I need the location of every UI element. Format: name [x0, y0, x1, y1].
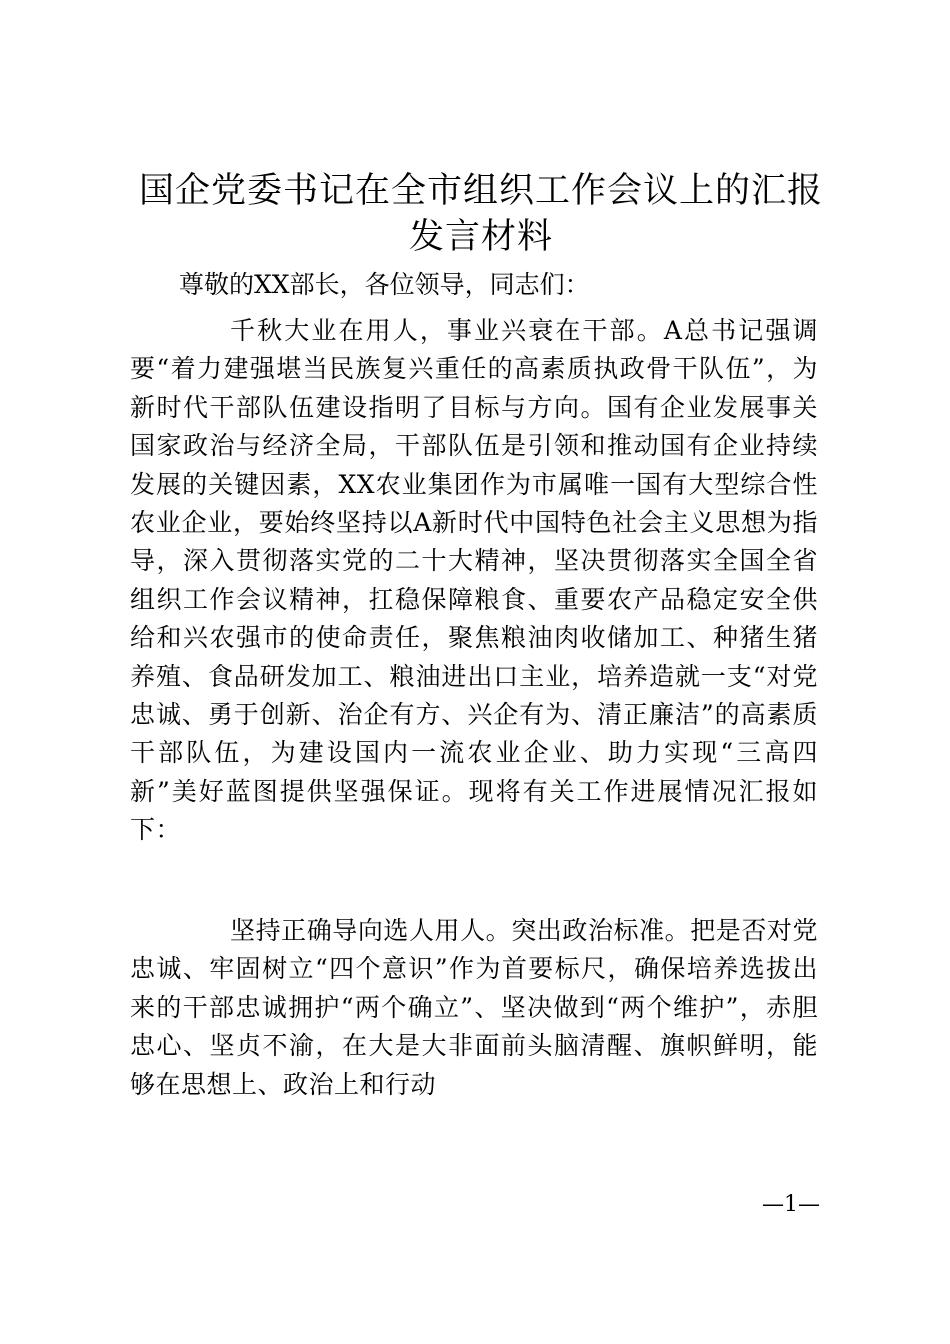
body-paragraph-2: 坚持正确导向选人用人。突出政治标准。把是否对党忠诚、牢固树立“四个意识”作为首要标尺，确保培养选拔出来的干部忠诚拥护“两个确立”、坚决做到“两个维护”，赤胆忠心、坚贞不渝，在大是大非面前头脑清醒、旗帜鲜明，能够在思想上、政治上和行动: [130, 916, 818, 1099]
body-paragraph-1: 千秋大业在用人，事业兴衰在干部。A总书记强调要“着力建强堪当民族复兴重任的高素质执政骨干队伍”，为新时代干部队伍建设指明了目标与方向。国有企业发展事关国家政治与经济全局，干部队伍是引领和推动国有企业持续发展的关键因素，XX农业集团作为市属唯一国有大型综合性农业企业，要始终坚持以A新时代中国特色社会主义思想为指导，深入贯彻落实党的二十大精神，坚决贯彻落实全国全省组织工作会议精神，扛稳保障粮食、重要农产品稳定安全供给和兴农强市的使命责任，聚焦粮油肉收储加工、种猪生猪养殖、食品研发加工、粮油进出口主业，培养造就一支“对党忠诚、勇于创新、治企有方、兴企有为、清正廉洁”的高素质干部队伍，为建设国内一流农业企业、助力实现“三高四新”美好蓝图提供坚强保证。现将有关工作进展情况汇报如下：: [130, 316, 818, 845]
document-title: 国企党委书记在全市组织工作会议上的汇报发言材料: [138, 171, 823, 257]
salutation: 尊敬的XX部长，各位领导，同志们：: [179, 270, 590, 299]
page-number: —1—: [762, 1192, 820, 1217]
